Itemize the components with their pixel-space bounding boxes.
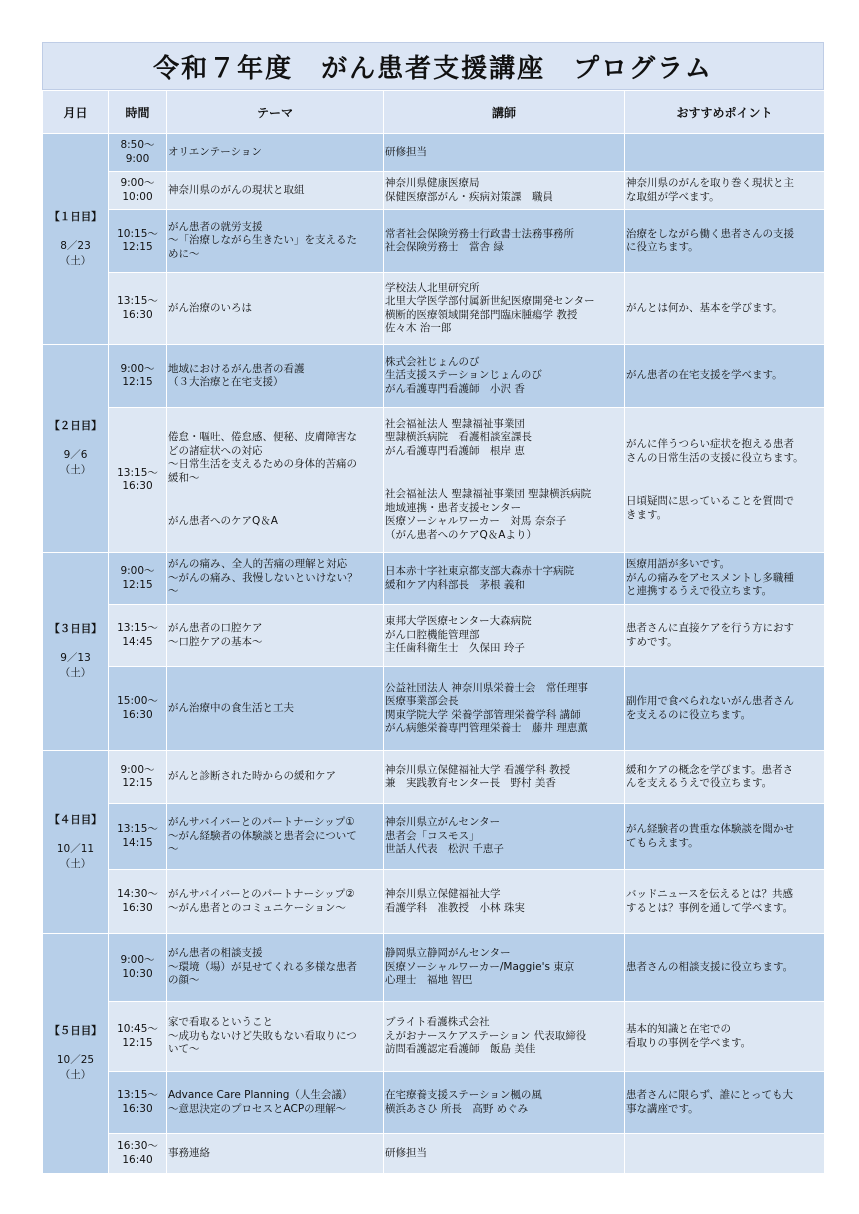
time-line: 10:00 [122, 190, 153, 203]
day-cell [43, 751, 109, 934]
session-instructor [384, 1134, 625, 1174]
theme-line: 神奈川県のがんの現状と取組 [168, 183, 305, 196]
instructor-line: 神奈川県立がんセンター [385, 816, 501, 829]
session-point [625, 934, 825, 1002]
point-line: 患者さんの相談支援に役立ちます。 [626, 960, 794, 973]
day-label: 【１日目】 [49, 210, 102, 223]
theme-line: ～ [168, 843, 179, 856]
instructor-line: 常者社会保険労務士行政書士法務事務所 [385, 227, 574, 240]
point-line: てもらえます。 [626, 836, 699, 849]
instructor-line: 保健医療部がん・疾病対策課 職員 [385, 190, 553, 203]
theme-line: がんサバイバーとのパートナーシップ② [168, 888, 355, 900]
session-instructor [384, 273, 625, 345]
instructor-line: 研修担当 [385, 145, 427, 158]
session-theme [167, 751, 384, 804]
session-theme [167, 1002, 384, 1072]
spacer [168, 485, 382, 515]
table-row [43, 172, 825, 210]
point-line: きます。 [626, 508, 668, 521]
table-row [43, 210, 825, 273]
spacer [385, 458, 623, 488]
session-time [109, 934, 167, 1002]
point-line: 副作用で食べられないがん患者さん [626, 695, 794, 707]
session-instructor [384, 553, 625, 605]
session-time [109, 408, 167, 553]
session-instructor [384, 134, 625, 172]
theme-line: がんの痛み、全人的苦痛の理解と対応 [168, 558, 348, 571]
instructor-line: 学校法人北里研究所 [385, 281, 480, 294]
time-line: 9:00～ [120, 565, 155, 577]
point-line: がんの痛みをアセスメントし多職種 [626, 571, 794, 584]
instructor-line: がん病態栄養専門管理栄養士 藤井 理恵薫 [385, 722, 588, 734]
time-line: 9:00 [125, 152, 150, 165]
instructor-line: 株式会社じょんのび [385, 355, 480, 368]
session-theme [167, 408, 384, 553]
instructor-line: 北里大学医学部付属新世紀医療開発センター [385, 295, 595, 307]
point-line: するとは？事例を通して学べます。 [626, 901, 794, 914]
program-sheet [42, 42, 824, 1174]
session-point [625, 408, 825, 553]
session-instructor [384, 1072, 625, 1134]
session-instructor [384, 870, 625, 934]
table-header-row [43, 91, 825, 134]
time-line: 15:00～ [117, 695, 158, 707]
table-row [43, 408, 825, 553]
instructor-line: 世話人代表 松沢 千恵子 [385, 843, 504, 856]
point-line: 事な講座です。 [626, 1102, 699, 1115]
theme-line: がん患者の口腔ケア [168, 622, 263, 634]
theme-line: ～意思決定のプロセスとACPの理解～ [168, 1102, 347, 1115]
theme-line: 地域におけるがん患者の看護 [168, 362, 305, 375]
instructor-line: 社会保険労務士 當舎 緑 [385, 241, 504, 253]
session-theme [167, 210, 384, 273]
page-title: 令和７年度 がん患者支援講座 プログラム [42, 42, 824, 90]
instructor-line: 医療ソーシャルワーカー 対馬 奈奈子 [385, 515, 567, 528]
table-row [43, 134, 825, 172]
theme-line: ～「治療しながら生きたい」を支えるた [168, 234, 357, 247]
instructor-line: 兼 実践教育センター長 野村 美香 [385, 777, 556, 789]
theme-line: ～日常生活を支えるための身体的苦痛の [168, 458, 357, 471]
theme-line: Advance Care Planning（人生会議） [168, 1089, 353, 1101]
session-time [109, 1002, 167, 1072]
point-line: に役立ちます。 [626, 241, 699, 253]
theme-line: ～口腔ケアの基本～ [168, 635, 263, 648]
time-line: 10:15～ [117, 227, 158, 240]
time-line: 12:15 [122, 578, 153, 591]
session-instructor [384, 605, 625, 667]
session-time [109, 273, 167, 345]
table-row [43, 804, 825, 870]
theme-line: ～がん患者とのコミュニケーション～ [168, 901, 346, 914]
time-line: 10:45～ [117, 1023, 158, 1035]
theme-line: がんサバイバーとのパートナーシップ① [168, 816, 355, 829]
theme-line: ～がん経験者の体験談と患者会について [168, 829, 357, 842]
time-line: 8:50～ [120, 139, 155, 151]
session-instructor [384, 751, 625, 804]
day-cell [43, 134, 109, 345]
instructor-line: 看護学科 准教授 小林 珠実 [385, 901, 525, 914]
session-time [109, 1072, 167, 1134]
time-line: 10:30 [122, 967, 153, 980]
session-point [625, 273, 825, 345]
theme-line: 緩和～ [168, 471, 200, 484]
session-point [625, 1134, 825, 1174]
day-date: 9／6 [63, 449, 88, 461]
session-point [625, 1072, 825, 1134]
session-point [625, 134, 825, 172]
session-instructor [384, 172, 625, 210]
point-line: 基本的知識と在宅での [626, 1023, 731, 1035]
table-row [43, 751, 825, 804]
session-time [109, 210, 167, 273]
instructor-line: 地域連携・患者支援センター [385, 501, 522, 514]
point-line: がんに伴うつらい症状を抱える患者 [626, 438, 794, 450]
session-theme [167, 1134, 384, 1174]
session-point [625, 870, 825, 934]
time-line: 13:15～ [117, 295, 158, 307]
point-line: な取組が学べます。 [626, 190, 720, 203]
time-line: 13:15～ [117, 1089, 158, 1101]
point-line: 看取りの事例を学べます。 [626, 1036, 752, 1049]
day-date: 9／13 [60, 652, 91, 664]
table-row [43, 553, 825, 605]
theme-line: がん治療中の食生活と工夫 [168, 701, 294, 714]
day-cell [43, 553, 109, 751]
table-row [43, 667, 825, 751]
header-theme: テーマ [167, 91, 384, 134]
point-line: がん経験者の貴重な体験談を聞かせ [626, 823, 794, 835]
session-time [109, 605, 167, 667]
instructor-line: 患者会「コスモス」 [385, 829, 480, 842]
time-line: 13:15～ [117, 466, 158, 479]
instructor-line: 佐々木 治一郎 [385, 322, 452, 334]
point-line: バッドニュースを伝えるとは？共感 [626, 888, 794, 900]
day-label: 【２日目】 [49, 420, 102, 432]
session-theme [167, 553, 384, 605]
theme-line: がん患者の相談支援 [168, 947, 263, 960]
table-row [43, 273, 825, 345]
day-weekday: （土） [59, 857, 92, 870]
theme-line: めに～ [168, 247, 200, 260]
theme-line: がん患者の就労支援 [168, 220, 263, 233]
session-instructor [384, 667, 625, 751]
instructor-line: 社会福祉法人 聖隷福祉事業団 聖隷横浜病院 [385, 488, 592, 501]
session-theme [167, 804, 384, 870]
point-line: がんとは何か、基本を学びます。 [626, 301, 783, 314]
instructor-line: 横断的医療領域開発部門臨床腫瘍学 教授 [385, 308, 578, 321]
point-line: 医療用語が多いです。 [626, 558, 731, 571]
theme-line: いて～ [168, 1043, 200, 1056]
session-theme [167, 273, 384, 345]
day-date: 10／25 [56, 1054, 95, 1066]
time-line: 16:30 [122, 308, 153, 321]
header-date: 月日 [43, 91, 109, 134]
time-line: 16:30 [122, 480, 153, 492]
time-line: 12:15 [122, 241, 153, 253]
session-point [625, 553, 825, 605]
session-instructor [384, 934, 625, 1002]
table-row [43, 934, 825, 1002]
day-label: 【５日目】 [49, 1025, 102, 1037]
session-theme [167, 134, 384, 172]
time-line: 16:30 [122, 1102, 153, 1115]
theme-line: の顔～ [168, 974, 200, 987]
instructor-line: 神奈川県立保健福祉大学 看護学科 教授 [385, 763, 571, 776]
instructor-line: 公益社団法人 神奈川県栄養士会 常任理事 [385, 681, 588, 694]
point-line: んを支えるうえで役立ちます。 [626, 777, 773, 789]
time-line: 13:15～ [117, 823, 158, 835]
theme-line: どの諸症状への対応 [168, 444, 263, 457]
session-time [109, 553, 167, 605]
session-theme [167, 345, 384, 408]
session-time [109, 345, 167, 408]
session-point [625, 751, 825, 804]
instructor-line: 静岡県立静岡がんセンター [385, 947, 511, 960]
session-point [625, 605, 825, 667]
session-time [109, 804, 167, 870]
day-weekday: （土） [59, 667, 92, 679]
point-line: を支えるのに役立ちます。 [626, 708, 752, 721]
point-line: 緩和ケアの概念を学びます。患者さ [626, 763, 794, 776]
session-theme [167, 870, 384, 934]
session-theme [167, 667, 384, 751]
session-time [109, 667, 167, 751]
theme-line: 倦怠・嘔吐、倦怠感、便秘、皮膚障害な [168, 431, 357, 444]
instructor-line: 緩和ケア内科部長 茅根 義和 [385, 578, 525, 591]
instructor-line: 神奈川県健康医療局 [385, 177, 480, 189]
time-line: 9:00～ [120, 362, 155, 375]
instructor-line: がん口腔機能管理部 [385, 628, 480, 641]
spacer [626, 465, 823, 495]
point-line: 患者さんに限らず、誰にとっても大 [626, 1089, 793, 1101]
time-line: 9:00～ [120, 954, 155, 966]
instructor-line: 医療事業部会長 [385, 695, 459, 707]
session-time [109, 751, 167, 804]
theme-line: ～がんの痛み、我慢しないといけない？ [168, 571, 358, 584]
instructor-line: 社会福祉法人 聖隷福祉事業団 [385, 417, 525, 430]
session-instructor [384, 408, 625, 553]
theme-line: （３大治療と在宅支援） [168, 376, 284, 388]
point-line: 日頃疑問に思っていることを質問で [626, 495, 794, 507]
time-line: 9:00～ [120, 763, 155, 776]
point-line: 治療をしながら働く患者さんの支援 [626, 227, 794, 240]
session-point [625, 1002, 825, 1072]
time-line: 12:15 [122, 376, 153, 388]
instructor-line: 在宅療養支援ステーション楓の風 [385, 1089, 542, 1101]
point-line: がん患者の在宅支援を学べます。 [626, 369, 783, 382]
session-time [109, 172, 167, 210]
instructor-line: 訪問看護認定看護師 飯島 美佳 [385, 1043, 536, 1056]
instructor-line: 医療ソーシャルワーカー/Maggie's 東京 [385, 960, 575, 973]
day-label: 【３日目】 [49, 623, 102, 635]
time-line: 12:15 [122, 777, 153, 789]
time-line: 14:45 [122, 635, 153, 648]
header-point: おすすめポイント [625, 91, 825, 134]
time-line: 16:40 [122, 1153, 153, 1166]
session-point [625, 804, 825, 870]
session-instructor [384, 345, 625, 408]
time-line: 14:30～ [117, 888, 158, 900]
program-table [42, 90, 825, 1174]
point-line: すめです。 [626, 635, 678, 648]
session-theme [167, 172, 384, 210]
instructor-line: 横浜あさひ 所長 高野 めぐみ [385, 1102, 529, 1115]
day-cell [43, 934, 109, 1174]
session-point [625, 172, 825, 210]
session-time [109, 134, 167, 172]
session-point [625, 667, 825, 751]
instructor-line: 聖隷横浜病院 看護相談室課長 [385, 431, 532, 444]
time-line: 14:15 [122, 836, 153, 849]
header-time: 時間 [109, 91, 167, 134]
time-line: 12:15 [122, 1036, 153, 1049]
instructor-line: ブライト看護株式会社 [385, 1016, 490, 1029]
instructor-line: 主任歯科衛生士 久保田 玲子 [385, 642, 525, 655]
table-row [43, 1134, 825, 1174]
theme-line: がん治療のいろは [168, 301, 252, 314]
theme-line: 家で看取るということ [168, 1016, 273, 1029]
instructor-line: がん看護専門看護師 小沢 香 [385, 382, 525, 395]
point-line: 神奈川県のがんを取り巻く現状と主 [626, 177, 794, 189]
day-weekday: （土） [59, 1069, 92, 1081]
instructor-line: 生活支援ステーションじょんのび [385, 369, 542, 382]
instructor-line: がん看護専門看護師 根岸 恵 [385, 444, 525, 457]
instructor-line: 日本赤十字社東京都支部大森赤十字病院 [385, 565, 574, 577]
theme-line: がんと診断された時からの緩和ケア [168, 770, 336, 783]
point-line: さんの日常生活の支援に役立ちます。 [626, 451, 804, 464]
session-theme [167, 1072, 384, 1134]
theme-line: 事務連絡 [168, 1146, 210, 1159]
day-weekday: （土） [59, 254, 92, 267]
instructor-line: えがおナースケアステーション 代表取締役 [385, 1029, 587, 1042]
session-instructor [384, 210, 625, 273]
theme-line: オリエンテーション [168, 145, 262, 158]
table-row [43, 605, 825, 667]
day-cell [43, 345, 109, 553]
session-theme [167, 605, 384, 667]
table-row [43, 870, 825, 934]
time-line: 16:30～ [117, 1140, 158, 1152]
table-row [43, 1002, 825, 1072]
point-line: と連携するうえで役立ちます。 [626, 585, 773, 598]
instructor-line: 関東学院大学 栄養学部管理栄養学科 講師 [385, 708, 581, 721]
time-line: 13:15～ [117, 622, 158, 634]
day-date: 8／23 [60, 239, 91, 252]
session-time [109, 870, 167, 934]
instructor-line: （がん患者へのケアQ＆Aより） [385, 528, 537, 541]
instructor-line: 東邦大学医療センター大森病院 [385, 615, 532, 628]
theme-line: ～成功もないけど失敗もない看取りにつ [168, 1029, 357, 1042]
theme-line: ～ [168, 585, 179, 598]
table-row [43, 345, 825, 408]
session-point [625, 345, 825, 408]
header-instructor: 講師 [384, 91, 625, 134]
day-weekday: （土） [59, 464, 92, 476]
time-line: 9:00～ [120, 177, 155, 189]
day-date: 10／11 [56, 842, 95, 855]
theme-line: ～環境（場）が見せてくれる多様な患者 [168, 960, 357, 973]
time-line: 16:30 [122, 708, 153, 721]
table-row [43, 1072, 825, 1134]
session-instructor [384, 1002, 625, 1072]
session-time [109, 1134, 167, 1174]
time-line: 16:30 [122, 901, 153, 914]
theme-line: がん患者へのケアQ＆A [168, 515, 278, 528]
day-label: 【４日目】 [49, 813, 102, 826]
session-point [625, 210, 825, 273]
session-theme [167, 934, 384, 1002]
instructor-line: 心理士 福地 智巴 [385, 974, 473, 987]
session-instructor [384, 804, 625, 870]
instructor-line: 研修担当 [385, 1146, 427, 1159]
point-line: 患者さんに直接ケアを行う方におす [626, 622, 794, 634]
instructor-line: 神奈川県立保健福祉大学 [385, 888, 501, 900]
